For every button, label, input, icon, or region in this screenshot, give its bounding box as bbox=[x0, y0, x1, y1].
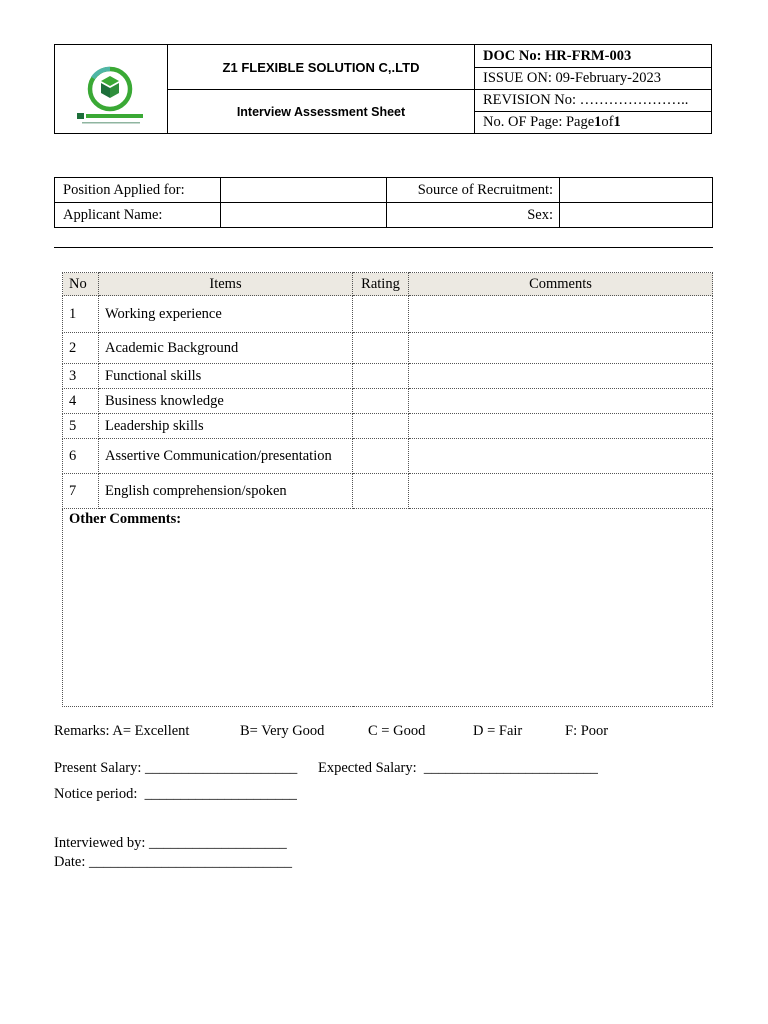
sex-label: Sex: bbox=[387, 203, 560, 228]
comments-cell[interactable] bbox=[409, 364, 713, 389]
rating-cell[interactable] bbox=[353, 474, 409, 509]
table-row bbox=[63, 414, 713, 439]
applicant-row-1 bbox=[55, 178, 713, 203]
row-number: 3 bbox=[63, 364, 99, 389]
row-number: 4 bbox=[63, 389, 99, 414]
section-divider bbox=[54, 247, 713, 248]
source-label: Source of Recruitment: bbox=[387, 178, 560, 203]
comments-cell[interactable] bbox=[409, 414, 713, 439]
rating-cell[interactable] bbox=[353, 439, 409, 474]
page-current: 1 bbox=[594, 114, 602, 130]
revision-number: REVISION No: ………………….. bbox=[475, 90, 711, 112]
sex-input[interactable] bbox=[560, 203, 713, 228]
remark-d: D = Fair bbox=[473, 723, 523, 739]
comments-cell[interactable] bbox=[409, 296, 713, 333]
applicant-row-2 bbox=[55, 203, 713, 228]
col-no-header: No bbox=[63, 273, 99, 296]
assessment-header-row bbox=[63, 273, 713, 296]
comments-cell[interactable] bbox=[409, 389, 713, 414]
remark-c: C = Good bbox=[368, 723, 426, 739]
row-number: 1 bbox=[63, 296, 99, 333]
rating-cell[interactable] bbox=[353, 333, 409, 364]
row-item: Assertive Communication/presentation bbox=[99, 439, 353, 474]
row-number: 5 bbox=[63, 414, 99, 439]
table-row bbox=[63, 474, 713, 509]
remark-b: B= Very Good bbox=[240, 723, 325, 739]
col-comments-header: Comments bbox=[409, 273, 713, 296]
remark-a: A= Excellent bbox=[112, 723, 190, 739]
assessment-table bbox=[62, 272, 713, 707]
issue-date: ISSUE ON: 09-February-2023 bbox=[475, 68, 711, 90]
row-number: 6 bbox=[63, 439, 99, 474]
row-item: Leadership skills bbox=[99, 414, 353, 439]
table-row bbox=[63, 364, 713, 389]
logo-cell bbox=[55, 45, 168, 133]
remarks-prefix-text: Remarks: bbox=[54, 723, 113, 739]
other-comments-box[interactable] bbox=[63, 509, 713, 707]
applicant-table bbox=[54, 177, 713, 228]
document-header bbox=[54, 44, 712, 134]
row-item: Business knowledge bbox=[99, 389, 353, 414]
row-item: Working experience bbox=[99, 296, 353, 333]
table-row bbox=[63, 296, 713, 333]
row-number: 7 bbox=[63, 474, 99, 509]
other-comments-label: Other Comments: bbox=[69, 511, 182, 527]
notice-period-field[interactable]: Notice period: _____________________ bbox=[54, 786, 297, 802]
row-number: 2 bbox=[63, 333, 99, 364]
date-field[interactable]: Date: ____________________________ bbox=[54, 854, 293, 870]
applicant-name-input[interactable] bbox=[221, 203, 387, 228]
rating-cell[interactable] bbox=[353, 414, 409, 439]
row-item: Functional skills bbox=[99, 364, 353, 389]
table-row bbox=[63, 439, 713, 474]
remark-f: F: Poor bbox=[565, 723, 609, 739]
remarks-prefix bbox=[54, 723, 189, 740]
expected-salary-field[interactable]: Expected Salary: ________________________ bbox=[318, 760, 598, 776]
present-salary-field[interactable]: Present Salary: _____________________ bbox=[54, 760, 298, 776]
comments-cell[interactable] bbox=[409, 439, 713, 474]
company-name: Z1 FLEXIBLE SOLUTION C,.LTD bbox=[168, 45, 475, 90]
row-item: English comprehension/spoken bbox=[99, 474, 353, 509]
interviewed-by-field[interactable]: Interviewed by: ___________________ bbox=[54, 835, 287, 851]
col-items-header: Items bbox=[99, 273, 353, 296]
applicant-name-label: Applicant Name: bbox=[55, 203, 221, 228]
rating-cell[interactable] bbox=[353, 296, 409, 333]
page-count bbox=[475, 112, 711, 133]
rating-cell[interactable] bbox=[353, 364, 409, 389]
row-item: Academic Background bbox=[99, 333, 353, 364]
doc-number: DOC No: HR-FRM-003 bbox=[475, 45, 711, 68]
source-input[interactable] bbox=[560, 178, 713, 203]
page-count-of: of bbox=[601, 114, 614, 130]
position-label: Position Applied for: bbox=[55, 178, 221, 203]
col-rating-header: Rating bbox=[353, 273, 409, 296]
company-logo bbox=[55, 45, 166, 133]
rating-cell[interactable] bbox=[353, 389, 409, 414]
form-title: Interview Assessment Sheet bbox=[168, 90, 475, 133]
comments-cell[interactable] bbox=[409, 333, 713, 364]
comments-cell[interactable] bbox=[409, 474, 713, 509]
other-comments-row bbox=[63, 509, 713, 707]
page-count-prefix: No. OF Page: Page bbox=[483, 114, 595, 130]
position-input[interactable] bbox=[221, 178, 387, 203]
table-row bbox=[63, 389, 713, 414]
table-row bbox=[63, 333, 713, 364]
page-total: 1 bbox=[613, 114, 621, 130]
